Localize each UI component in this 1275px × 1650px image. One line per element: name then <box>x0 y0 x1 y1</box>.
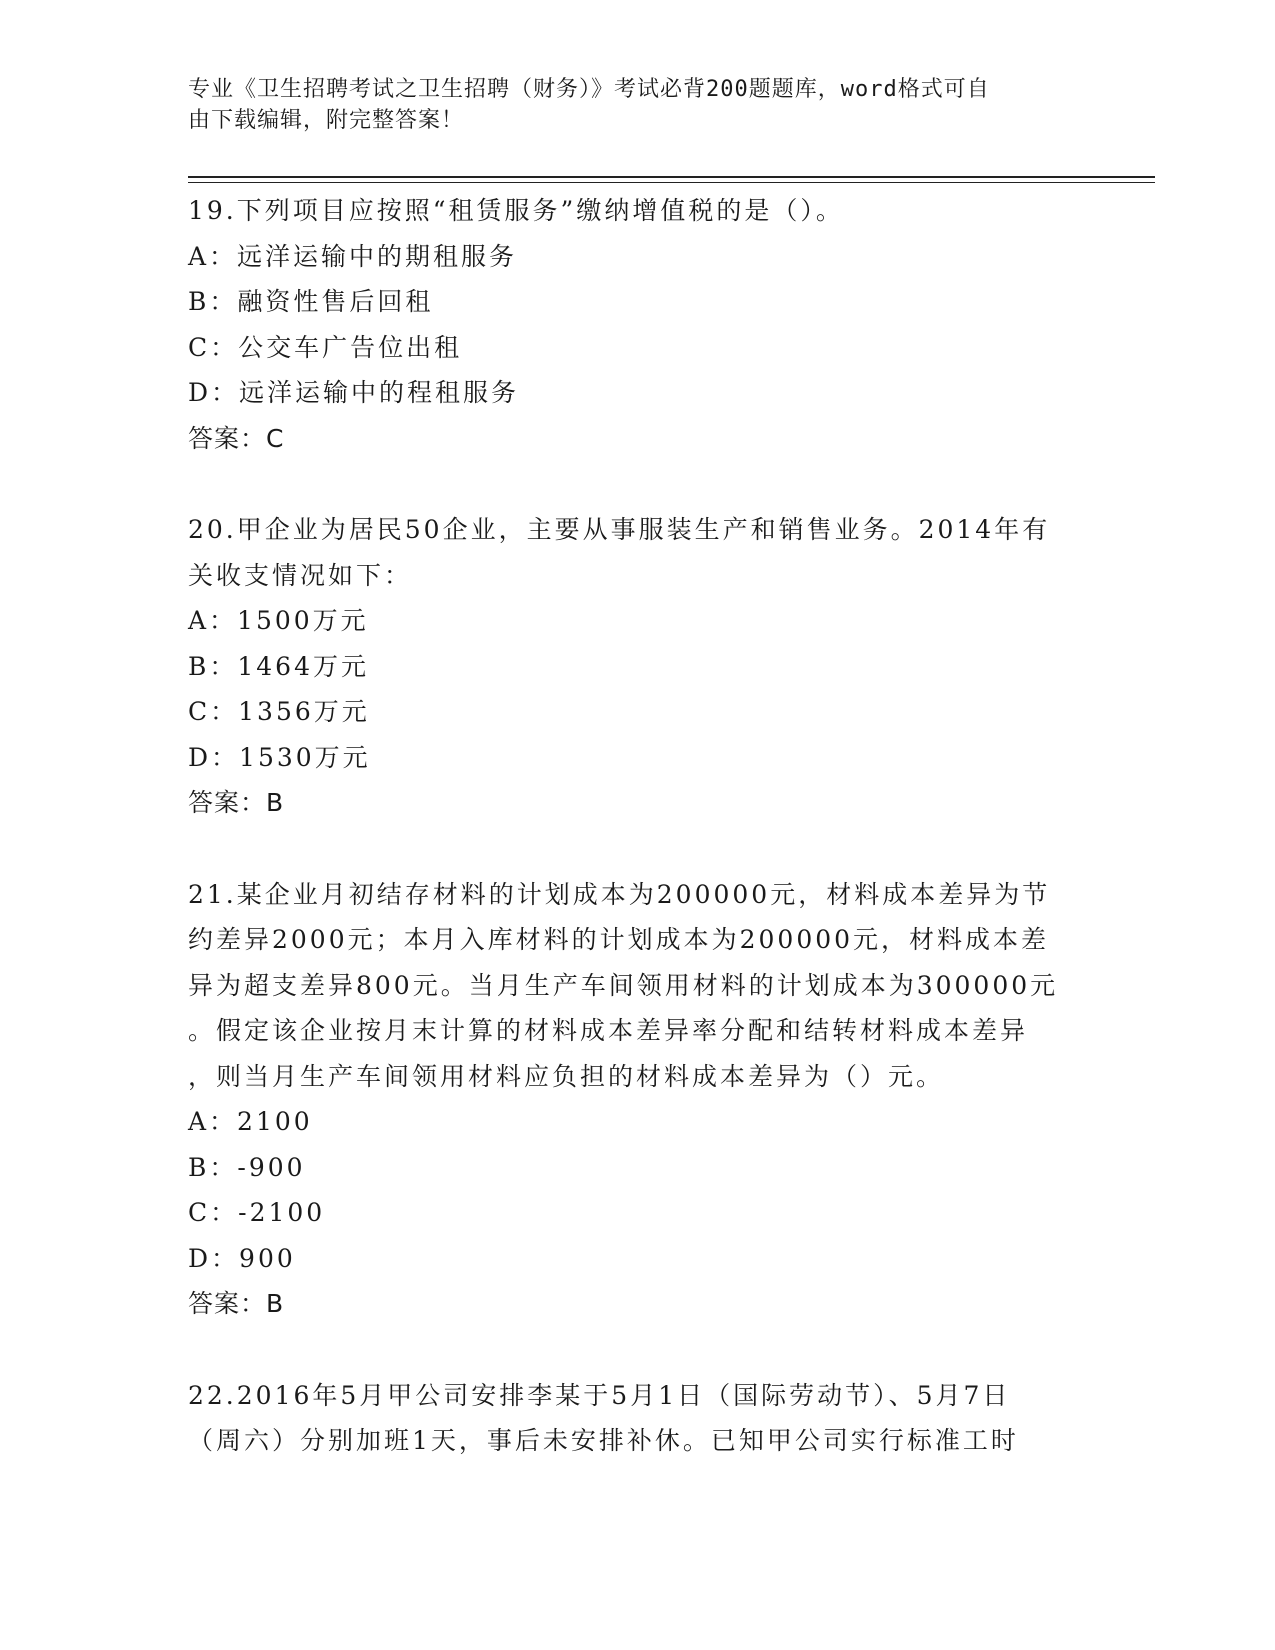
header-line: 由下载编辑，附完整答案！ <box>188 108 465 133</box>
answer-label: 答案：B <box>188 1289 285 1318</box>
question-stem: ，则当月生产车间领用材料应负担的材料成本差异为（）元。 <box>188 1061 945 1091</box>
question-stem: 异为超支差异800元。当月生产车间领用材料的计划成本为300000元 <box>188 970 1059 1000</box>
header-divider-thin <box>188 182 1155 183</box>
option-b: B：融资性售后回租 <box>188 287 434 316</box>
header-line: 专业《卫生招聘考试之卫生招聘（财务）》考试必背200题题库，word格式可自 <box>188 77 990 102</box>
option-b: B：-900 <box>188 1152 306 1182</box>
question-stem: 21.某企业月初结存材料的计划成本为200000元，材料成本差异为节 <box>188 879 1051 909</box>
question-stem: 关收支情况如下： <box>188 560 413 590</box>
option-d: D：远洋运输中的程租服务 <box>188 378 520 407</box>
option-c: C：-2100 <box>188 1198 326 1227</box>
option-d: D：1530万元 <box>188 742 371 772</box>
option-d: D：900 <box>188 1243 296 1273</box>
header-divider <box>188 176 1155 178</box>
option-a: A：1500万元 <box>188 606 369 635</box>
question-stem: 。假定该企业按月末计算的材料成本差异率分配和结转材料成本差异 <box>188 1016 1029 1045</box>
option-a: A：2100 <box>188 1107 313 1136</box>
question-stem: 20.甲企业为居民50企业，主要从事服装生产和销售业务。2014年有 <box>188 515 1051 544</box>
question-20 <box>188 507 1088 826</box>
option-c: C：1356万元 <box>188 697 370 726</box>
question-stem: （周六）分别加班1天，事后未安排补休。已知甲公司实行标准工时 <box>188 1426 1019 1455</box>
question-stem: 19.下列项目应按照“租赁服务”缴纳增值税的是（）。 <box>188 196 844 225</box>
option-b: B：1464万元 <box>188 651 369 681</box>
question-stem: 22.2016年5月甲公司安排李某于5月1日（国际劳动节）、5月7日 <box>188 1380 1011 1410</box>
question-list <box>188 188 1088 1510</box>
answer-label: 答案：C <box>188 423 285 453</box>
option-a: A：远洋运输中的期租服务 <box>188 241 518 271</box>
question-21 <box>188 872 1088 1327</box>
question-stem: 约差异2000元；本月入库材料的计划成本为200000元，材料成本差 <box>188 925 1050 954</box>
option-c: C：公交车广告位出租 <box>188 332 463 362</box>
answer-label: 答案：B <box>188 788 285 817</box>
question-22 <box>188 1373 1088 1464</box>
document-header <box>188 74 1088 136</box>
question-19 <box>188 188 1088 461</box>
